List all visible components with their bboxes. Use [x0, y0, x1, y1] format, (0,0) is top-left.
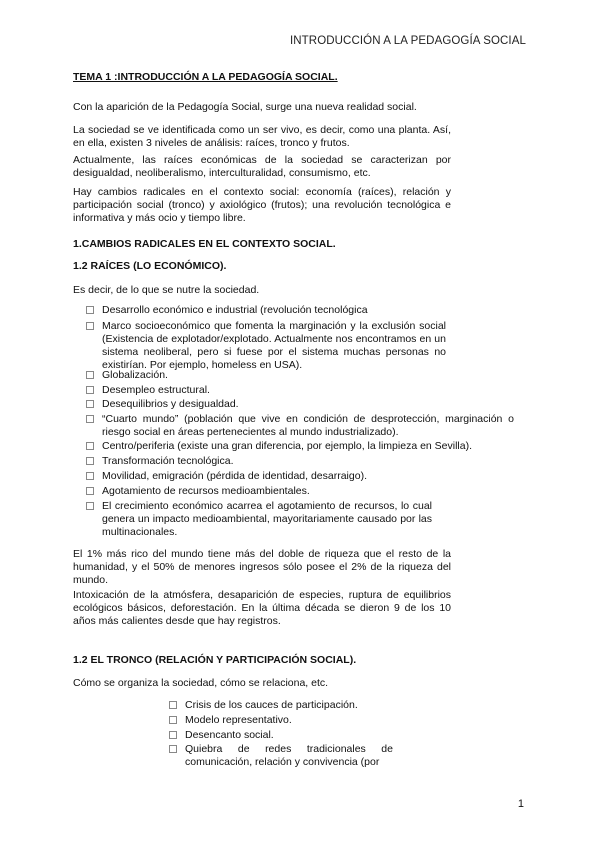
- intro-paragraph-4: Hay cambios radicales en el contexto social: economía (raíces), relación y participación social (tronco) y axiológico (frutos); una revolución tecnológica e informativa y más ocio y tiempo libre.: [73, 186, 451, 224]
- checkbox-bullet-icon: [86, 472, 94, 480]
- checkbox-bullet-icon: [86, 400, 94, 408]
- checkbox-bullet-icon: [86, 371, 94, 379]
- section-tronco-heading: 1.2 EL TRONCO (RELACIÓN Y PARTICIPACIÓN SOCIAL).: [73, 654, 357, 666]
- wealth-paragraph: El 1% más rico del mundo tiene más del doble de riqueza que el resto de la humanidad, y el 50% de menores ingresos sólo posee el 2% de la riqueza del mundo.: [73, 548, 451, 586]
- intro-paragraph-2: La sociedad se ve identificada como un ser vivo, es decir, como una planta. Así, en ella, existen 3 niveles de análisis: raíces, tronco y frutos.: [73, 124, 451, 149]
- checkbox-bullet-icon: [86, 442, 94, 450]
- running-header: INTRODUCCIÓN A LA PEDAGOGÍA SOCIAL: [289, 35, 526, 47]
- page-number: 1: [517, 798, 524, 810]
- checkbox-bullet-icon: [86, 502, 94, 510]
- section-raices-lead: Es decir, de lo que se nutre la sociedad.: [73, 284, 260, 296]
- checkbox-bullet-icon: [169, 716, 177, 724]
- checkbox-bullet-icon: [86, 386, 94, 394]
- checkbox-bullet-icon: [86, 487, 94, 495]
- checkbox-bullet-icon: [169, 745, 177, 753]
- section-1-heading: 1.CAMBIOS RADICALES EN EL CONTEXTO SOCIAL.: [73, 238, 336, 250]
- section-raices-heading: 1.2 RAÍCES (LO ECONÓMICO).: [73, 260, 227, 272]
- document-title: TEMA 1 :INTRODUCCIÓN A LA PEDAGOGÍA SOCIAL.: [73, 71, 338, 83]
- checkbox-bullet-icon: [86, 306, 94, 314]
- checkbox-bullet-icon: [169, 701, 177, 709]
- section-tronco-lead: Cómo se organiza la sociedad, cómo se relaciona, etc.: [73, 677, 329, 689]
- checkbox-bullet-icon: [169, 731, 177, 739]
- checkbox-bullet-icon: [86, 322, 94, 330]
- environment-paragraph: Intoxicación de la atmósfera, desaparición de especies, ruptura de equilibrios ecológicos básicos, deforestación. En la última década se dieron 9 de los 10 años más calientes desde que hay registros.: [73, 589, 451, 627]
- intro-paragraph-3: Actualmente, las raíces económicas de la sociedad se caracterizan por desigualdad, neoliberalismo, interculturalidad, consumismo, etc.: [73, 154, 451, 179]
- checkbox-bullet-icon: [86, 457, 94, 465]
- intro-paragraph-1: Con la aparición de la Pedagogía Social, surge una nueva realidad social.: [73, 101, 417, 113]
- checkbox-bullet-icon: [86, 415, 94, 423]
